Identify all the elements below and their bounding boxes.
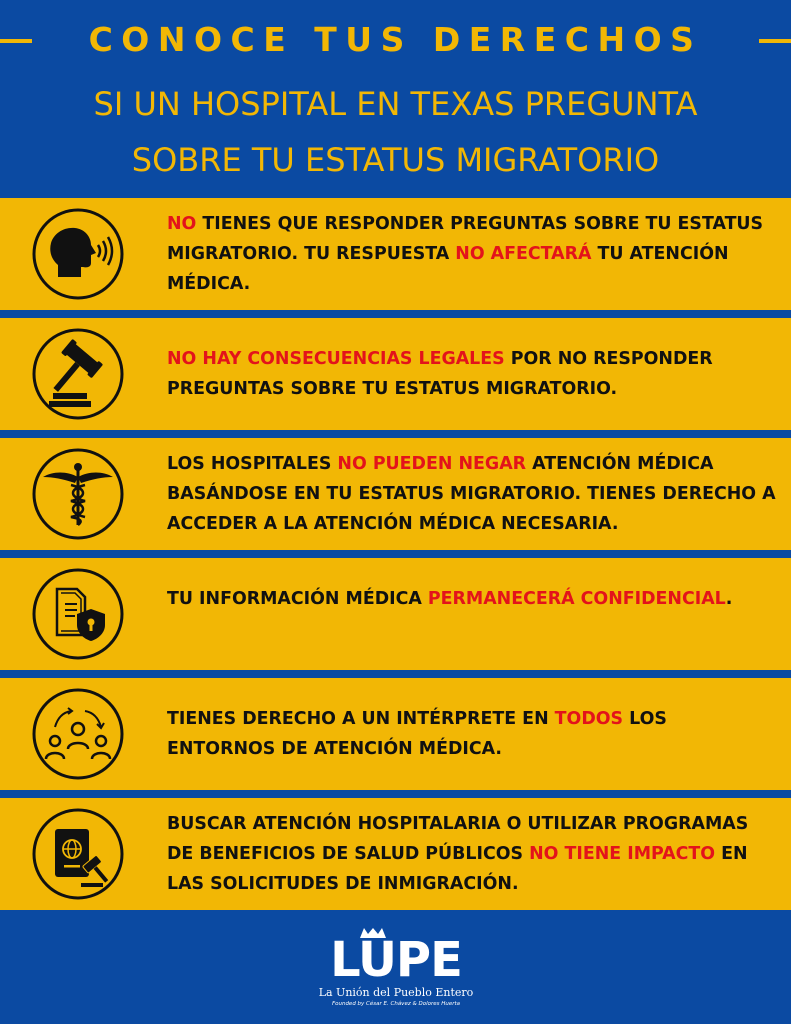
right-row-1	[0, 198, 791, 310]
kicker-right-rule	[759, 39, 791, 43]
headline-line-1: SI UN HOSPITAL EN TEXAS PREGUNTA	[93, 85, 698, 123]
document-shield-lock-icon	[31, 567, 125, 661]
speaking-head-icon	[31, 207, 125, 301]
row-5-text-1: TIENES DERECHO A UN INTÉRPRETE EN	[167, 709, 555, 729]
row-6-highlight-1: NO TIENE IMPACTO	[529, 844, 716, 864]
row-2-highlight-1: NO HAY CONSECUENCIAS LEGALES	[167, 349, 505, 369]
row-3-text-2: ATENCIÓN MÉDICA BASÁNDOSE EN TU ESTATUS MIGRATORIO. TIENES DERECHO A ACCEDER A LA ATENCIÓN MÉDICA NECESARIA.	[167, 454, 776, 534]
right-row-4-text	[167, 584, 779, 614]
lupe-logo	[310, 932, 482, 1016]
right-row-3	[0, 438, 791, 550]
row-6-text-2: EN LAS SOLICITUDES DE INMIGRACIÓN.	[167, 844, 748, 894]
passport-gavel-icon	[31, 807, 125, 901]
right-row-2	[0, 318, 791, 430]
logo-wordmark: LUPE	[330, 932, 462, 988]
row-1-text-2: TU ATENCIÓN MÉDICA.	[167, 244, 729, 294]
row-5-text-2: LOS ENTORNOS DE ATENCIÓN MÉDICA.	[167, 709, 667, 759]
row-3-highlight-1: NO PUEDEN NEGAR	[337, 454, 527, 474]
logo-organization-name: La Unión del Pueblo Entero	[318, 986, 474, 999]
headline-line-2: SOBRE TU ESTATUS MIGRATORIO	[131, 141, 660, 179]
row-1-text-1: TIENES QUE RESPONDER PREGUNTAS SOBRE TU ESTATUS MIGRATORIO. TU RESPUESTA	[167, 214, 764, 264]
kicker-title: CONOCE TUS DERECHOS	[88, 20, 703, 59]
right-row-4	[0, 558, 791, 670]
kicker-row	[0, 18, 791, 62]
right-row-5-text	[167, 704, 779, 764]
kicker-left-rule	[0, 39, 32, 43]
row-6-text-1: BUSCAR ATENCIÓN HOSPITALARIA O UTILIZAR PROGRAMAS DE BENEFICIOS DE SALUD PÚBLICOS	[167, 814, 749, 864]
right-row-6-text	[167, 809, 779, 899]
right-row-1-text	[167, 209, 779, 299]
row-1-highlight-2: NO AFECTARÁ	[455, 244, 592, 264]
row-2-text-1: POR NO RESPONDER PREGUNTAS SOBRE TU ESTATUS MIGRATORIO.	[167, 349, 713, 399]
row-3-text-1: LOS HOSPITALES	[167, 454, 338, 474]
footer-banner	[0, 920, 791, 1024]
caduceus-icon	[31, 447, 125, 541]
row-1-highlight-1: NO	[167, 214, 197, 234]
logo-tagline: Founded by César E. Chávez & Dolores Huerta	[331, 1001, 461, 1007]
right-row-6	[0, 798, 791, 910]
interpreter-people-icon	[31, 687, 125, 781]
row-4-text-1: TU INFORMACIÓN MÉDICA	[167, 589, 428, 609]
row-4-highlight-1: PERMANECERÁ CONFIDENCIAL	[427, 589, 726, 609]
row-4-text-2: .	[725, 589, 733, 609]
gavel-icon	[31, 327, 125, 421]
row-5-highlight-1: TODOS	[554, 709, 624, 729]
right-row-3-text	[167, 449, 779, 539]
right-row-5	[0, 678, 791, 790]
header-banner	[0, 0, 791, 198]
right-row-2-text	[167, 344, 779, 404]
